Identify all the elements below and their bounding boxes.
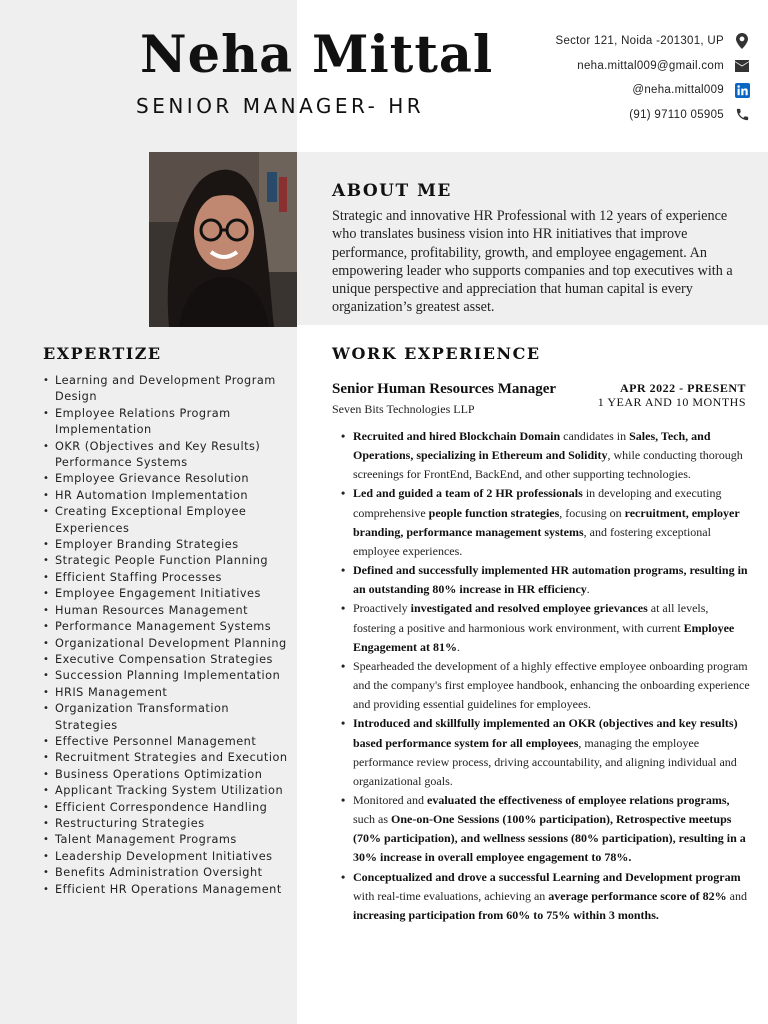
contact-linkedin[interactable]	[490, 78, 750, 103]
expertise-list	[43, 373, 293, 898]
bullet-bold-text: people function strategies	[428, 505, 560, 520]
expertise-item: • Efficient Correspondence Handling	[43, 800, 293, 816]
job-bullet	[340, 427, 750, 484]
bullet-bold-text: Sales, Tech, and Operations, specializing in Ethereum and Solidity	[353, 429, 711, 463]
expertise-item: • HRIS Management	[43, 685, 293, 701]
job-bullet	[340, 791, 750, 868]
expertise-item: • Learning and Development Program Design	[43, 373, 293, 406]
expertise-item: • Business Operations Optimization	[43, 767, 293, 783]
job-duration: 1 YEAR AND 10 MONTHS	[597, 395, 746, 409]
expertise-item: • Talent Management Programs	[43, 832, 293, 848]
bullet-bold-text: average performance score of 82%	[548, 888, 727, 903]
contact-phone[interactable]	[490, 103, 750, 128]
expertise-item: • Performance Management Systems	[43, 619, 293, 635]
about-text: Strategic and innovative HR Professional with 12 years of experience who translates business vision into HR initiatives that improve performance, profitability, growth, and employee engagement. An empowering leader who supports companies and top executives with a unique perspective and appreciation that human capital is every organization’s greatest asset.	[332, 208, 733, 316]
phone-icon	[734, 107, 750, 123]
candidate-title: SENIOR MANAGER- HR	[136, 94, 425, 118]
bullet-text: , focusing on	[559, 505, 625, 520]
expertise-item: • Effective Personnel Management	[43, 734, 293, 750]
expertise-item: • OKR (Objectives and Key Results) Performance Systems	[43, 439, 293, 472]
contact-block	[490, 29, 750, 127]
bullet-text: .	[586, 582, 590, 597]
bullet-bold-text: Defined and successfully implemented HR automation programs, resulting in an outstanding 80% increase in HR efficiency	[353, 563, 748, 597]
email-text[interactable]: neha.mittal009@gmail.com	[577, 59, 724, 72]
bullet-bold-text: recruitment, employer branding, performance management systems	[353, 505, 740, 539]
bullet-text: and	[726, 888, 747, 903]
job-bullets	[340, 427, 750, 925]
bullet-bold-text: Recruited and hired Blockchain Domain	[353, 429, 561, 443]
bullet-bold-text: Employee Engagement at 81%	[353, 620, 735, 654]
expertise-item: • Creating Exceptional Employee Experiences	[43, 504, 293, 537]
bullet-text: .	[457, 639, 460, 654]
expertise-item: • Applicant Tracking System Utilization	[43, 783, 293, 799]
bullet-bold-text: Led and guided a team of 2 HR professionals	[353, 486, 583, 501]
expertise-item: • Succession Planning Implementation	[43, 668, 293, 684]
bullet-bold-text: Conceptualized and drove a successful Learning and Development program	[353, 869, 741, 884]
expertise-item: • Organizational Development Planning	[43, 636, 293, 652]
job-bullet	[340, 561, 750, 599]
work-heading: WORK EXPERIENCE	[332, 344, 541, 363]
bullet-text: , managing the employee performance review process, driving accountability, and aligning individual and organizational goals.	[353, 735, 737, 788]
expertise-item: • Efficient HR Operations Management	[43, 882, 293, 898]
bullet-text: such as	[353, 812, 391, 827]
bullet-bold-text: One-on-One Sessions (100% participation), Retrospective meetups (70% participation), and wellness sessions (80% participation), resulting in a 30% increase in overall employee engagement to 78%.	[353, 812, 746, 865]
expertise-item: • HR Automation Implementation	[43, 488, 293, 504]
expertise-item: • Recruitment Strategies and Execution	[43, 750, 293, 766]
expertise-item: • Strategic People Function Planning	[43, 553, 293, 569]
linkedin-text[interactable]: @neha.mittal009	[632, 84, 724, 97]
expertise-item: • Employee Relations Program Implementation	[43, 406, 293, 439]
bullet-text: , and fostering exceptional employee experiences.	[353, 524, 711, 558]
expertise-item: • Employer Branding Strategies	[43, 537, 293, 553]
bullet-bold-text: Introduced and skillfully implemented an OKR (objectives and key results) based performance system for all employees	[353, 716, 738, 750]
address-text: Sector 121, Noida -201301, UP	[555, 35, 724, 48]
linkedin-icon	[734, 82, 750, 98]
bullet-bold-text: evaluated the effectiveness of employee relations programs,	[427, 792, 730, 807]
bullet-bold-text: increasing participation from 60% to 75% within 3 months.	[353, 907, 659, 922]
envelope-icon	[734, 58, 750, 74]
profile-photo	[149, 152, 297, 327]
expertise-item: • Efficient Staffing Processes	[43, 570, 293, 586]
location-pin-icon	[734, 33, 750, 49]
job-bullet	[340, 657, 750, 714]
bullet-text: candidates in	[560, 429, 630, 443]
expertise-item: • Organization Transformation Strategies	[43, 701, 293, 734]
bullet-text: with real-time evaluations, achieving an	[353, 888, 549, 903]
bullet-text: Spearheaded the development of a highly effective employee onboarding program and the company's first employee handbook, enhancing the onboarding experience and providing essential guidelines for employees.	[353, 658, 750, 712]
job-company: Seven Bits Technologies LLP	[332, 402, 475, 416]
bullet-bold-text: investigated and resolved employee grievances	[410, 601, 648, 616]
bullet-text: Monitored and	[353, 792, 427, 807]
job-bullet	[340, 714, 750, 791]
phone-text[interactable]: (91) 97110 05905	[629, 108, 724, 121]
job-bullet	[340, 868, 750, 925]
expertise-item: • Executive Compensation Strategies	[43, 652, 293, 668]
job-title: Senior Human Resources Manager	[332, 381, 557, 397]
candidate-name: Neha Mittal	[140, 25, 494, 85]
job-bullet	[340, 484, 750, 561]
expertise-item: • Employee Grievance Resolution	[43, 471, 293, 487]
expertise-item: • Benefits Administration Oversight	[43, 865, 293, 881]
bullet-text: , while conducting thorough screenings for FrontEnd, BackEnd, and other supporting technologies.	[353, 448, 743, 482]
expertise-item: • Restructuring Strategies	[43, 816, 293, 832]
expertise-item: • Employee Engagement Initiatives	[43, 586, 293, 602]
expertise-item: • Human Resources Management	[43, 603, 293, 619]
job-date-range: APR 2022 - PRESENT	[619, 381, 746, 395]
expertise-heading: EXPERTIZE	[43, 344, 162, 363]
job-date	[598, 381, 746, 409]
about-heading: ABOUT ME	[332, 181, 452, 201]
expertise-item: • Leadership Development Initiatives	[43, 849, 293, 865]
contact-address	[490, 29, 750, 54]
bullet-text: in developing and executing comprehensive	[353, 486, 722, 520]
bullet-text: at all levels, fostering a positive and harmonious work environment, with current	[353, 601, 709, 635]
bullet-text: Proactively	[353, 601, 411, 616]
job-bullet	[340, 599, 750, 656]
contact-email[interactable]	[490, 54, 750, 79]
